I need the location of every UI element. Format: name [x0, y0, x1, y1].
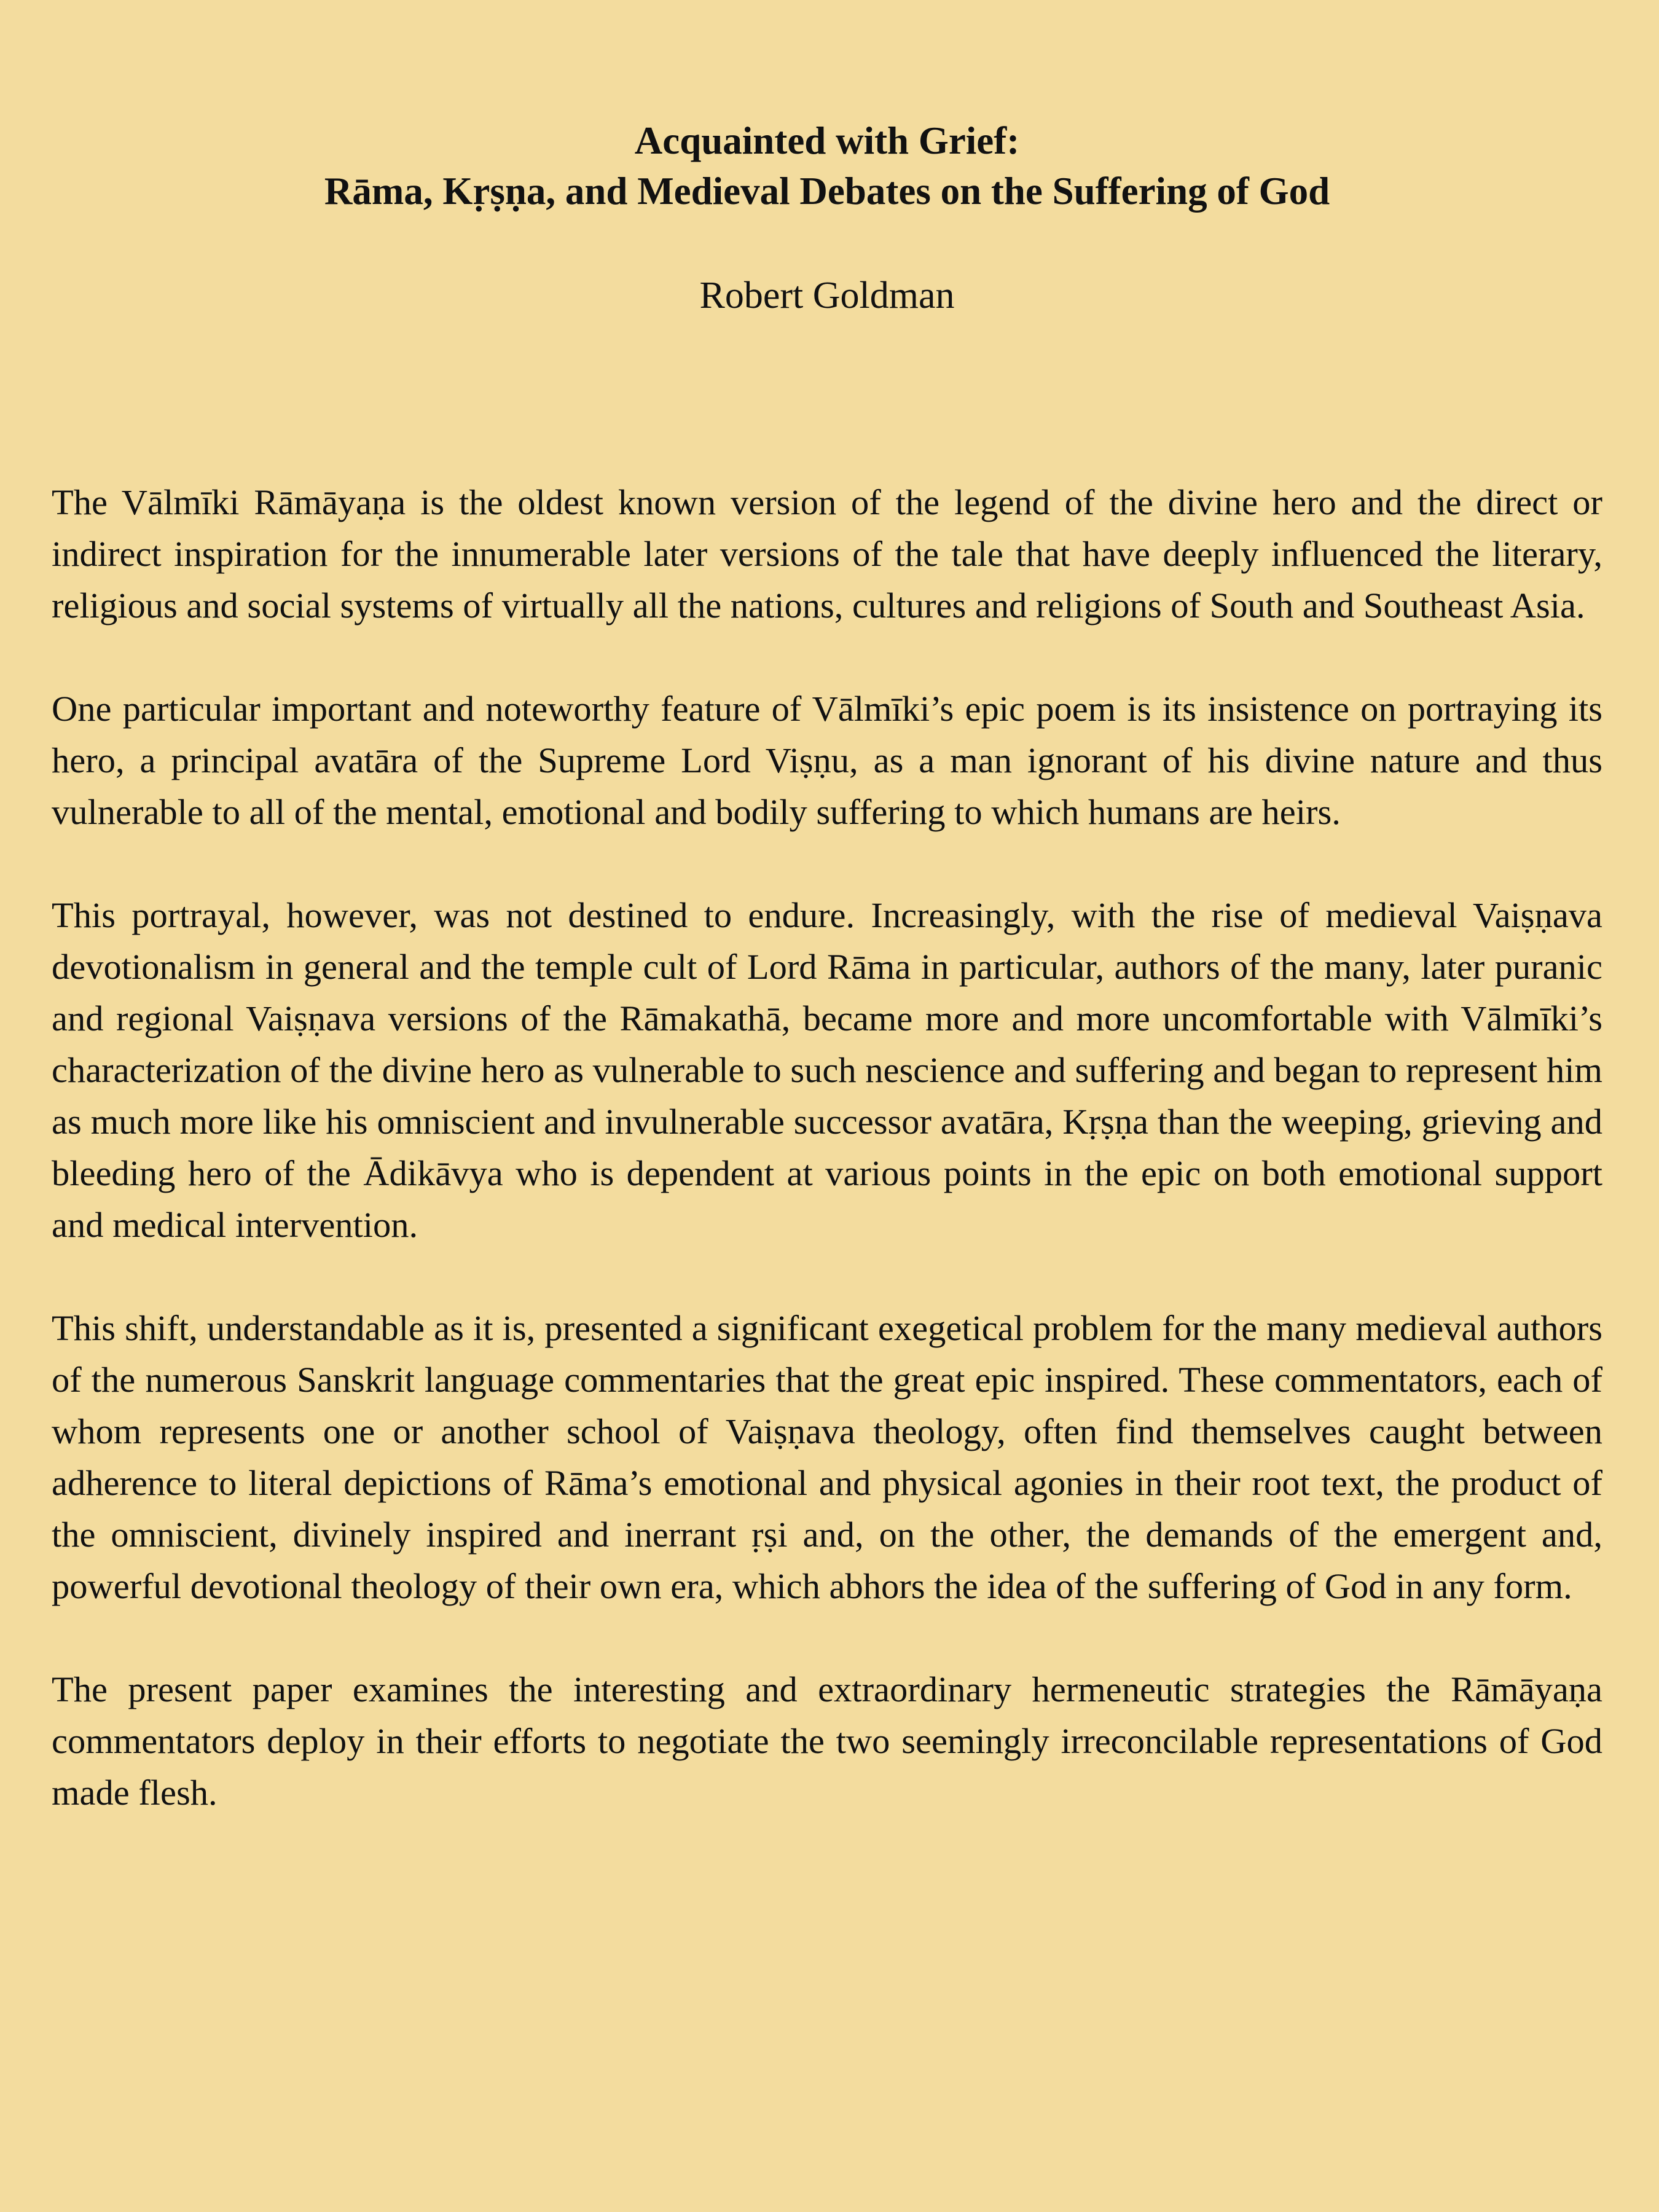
abstract-body — [52, 477, 1602, 1870]
paragraph-5: The present paper examines the interesting and extraordinary hermeneutic strategies the Rāmāyaṇa commentators deploy in their efforts to negotiate the two seemingly irreconcilable representations of God made flesh. — [52, 1669, 1602, 1813]
author-name: Robert Goldman — [699, 275, 955, 316]
paragraph-4: This shift, understandable as it is, presented a significant exegetical problem for the many medieval authors of the numerous Sanskrit language commentaries that the great epic inspired. These commentators, each of whom represents one or another school of Vaiṣṇava theology, often find themselves caught between adherence to literal depictions of Rāma’s emotional and physical agonies in their root text, the product of the omniscient, divinely inspired and inerrant ṛṣi and, on the other, the demands of the emergent and, powerful devotional theology of their own era, which abhors the idea of the suffering of God in any form. — [52, 1308, 1602, 1606]
paragraph-2: One particular important and noteworthy feature of Vālmīki’s epic poem is its insistence on portraying its hero, a principal avatāra of the Supreme Lord Viṣṇu, as a man ignorant of his divine nature and thus vulnerable to all of the mental, emotional and bodily suffering to which humans are heirs. — [52, 689, 1602, 832]
title-line-2: Rāma, Kṛṣṇa, and Medieval Debates on the Suffering of God — [324, 170, 1330, 213]
title-block — [52, 116, 1602, 216]
paragraph-3: This portrayal, however, was not destined to endure. Increasingly, with the rise of medieval Vaiṣṇava devotionalism in general and the temple cult of Lord Rāma in particular, authors of the many, later puranic and regional Vaiṣṇava versions of the Rāmakathā, became more and more uncomfortable with Vālmīki’s characterization of the divine hero as vulnerable to such nescience and suffering and began to represent him as much more like his omniscient and invulnerable successor avatāra, Kṛṣṇa than the weeping, grieving and bleeding hero of the Ādikāvya who is dependent at various points in the epic on both emotional support and medical intervention. — [52, 895, 1602, 1245]
title-line-1: Acquainted with Grief: — [634, 119, 1020, 162]
paragraph-1: The Vālmīki Rāmāyaṇa is the oldest known version of the legend of the divine hero and the direct or indirect inspiration for the innumerable later versions of the tale that have deeply influenced the literary, religious and social systems of virtually all the nations, cultures and religions of South and Southeast Asia. — [52, 482, 1602, 626]
